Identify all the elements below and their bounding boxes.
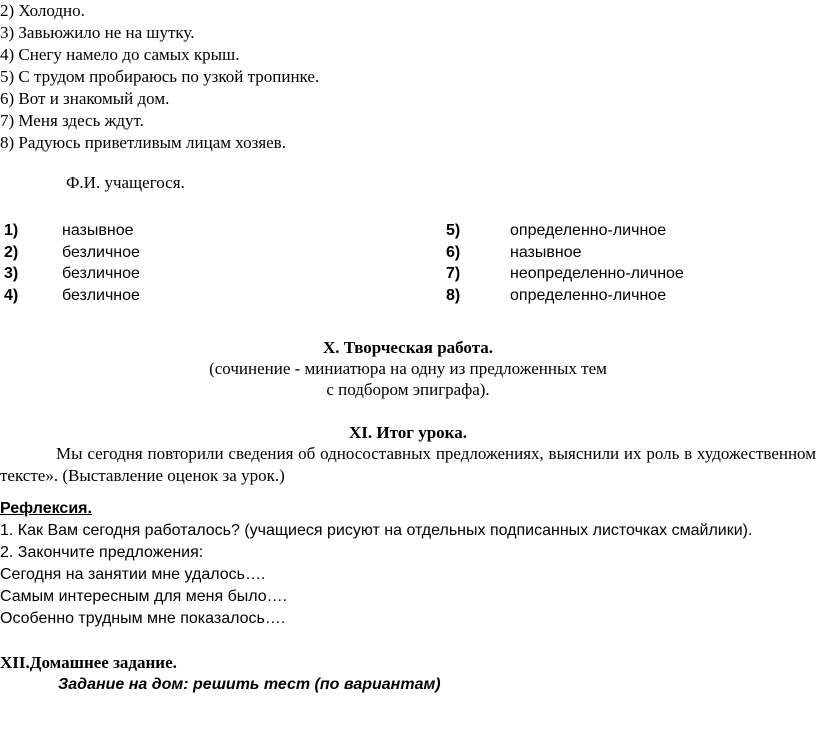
answer-number: 3): [4, 265, 19, 282]
answer-value: безличное: [62, 265, 140, 282]
section-x-title: X. Творческая работа.: [322, 338, 494, 357]
table-row: [0, 285, 810, 307]
reflection-item: 2. Закончите предложения:: [0, 544, 204, 561]
section-x-line: с подбором эпиграфа).: [326, 380, 490, 399]
student-name-label: Ф.И. учащегося.: [66, 173, 185, 192]
answer-number: 6): [446, 243, 461, 261]
answer-value: определенно-личное: [510, 222, 667, 239]
homework-task: Задание на дом: решить тест (по вариантам): [58, 676, 441, 693]
answer-number: 5): [446, 222, 461, 239]
answer-value: назывное: [62, 222, 134, 239]
homework-title: XII.Домашнее задание.: [0, 653, 177, 672]
sentence-item: 8) Радуюсь приветливым лицам хозяев.: [0, 133, 286, 152]
section-xi-title: XI. Итог урока.: [349, 423, 467, 442]
answer-number: 7): [446, 265, 461, 282]
answer-number: 4): [4, 286, 19, 304]
answer-number: 2): [4, 243, 19, 261]
answer-value: безличное: [62, 243, 140, 261]
section-xi-text: Мы сегодня повторили сведения об односоставных предложениях, выяснили их роль в художественном тексте». (Выставление оценок за урок.): [0, 444, 816, 485]
reflection-item: Сегодня на занятии мне удалось….: [0, 566, 266, 583]
sentence-item: 3) Завьюжило не на шутку.: [0, 23, 195, 42]
sentence-item: 7) Меня здесь ждут.: [0, 111, 144, 130]
reflection-title: Рефлексия.: [0, 500, 92, 517]
answer-value: безличное: [62, 286, 140, 304]
table-row: [0, 220, 810, 242]
sentence-item: 2) Холодно.: [0, 1, 85, 20]
answer-value: назывное: [510, 243, 582, 261]
answer-table: [0, 220, 810, 306]
section-x-line: (сочинение - миниатюра на одну из предложенных тем: [209, 359, 607, 378]
answer-value: определенно-личное: [510, 286, 667, 304]
sentence-item: 5) С трудом пробираюсь по узкой тропинке.: [0, 67, 320, 86]
table-row: [0, 242, 810, 264]
sentence-item: 4) Снегу намело до самых крыш.: [0, 45, 240, 64]
sentence-item: 6) Вот и знакомый дом.: [0, 89, 170, 108]
reflection-item: Особенно трудным мне показалось….: [0, 610, 286, 627]
reflection-item: Самым интересным для меня было….: [0, 588, 288, 605]
answer-number: 8): [446, 286, 461, 304]
answer-number: 1): [4, 222, 19, 239]
reflection-item: 1. Как Вам сегодня работалось? (учащиеся рисуют на отдельных подписанных листочках смайлики).: [0, 522, 753, 539]
table-row: [0, 263, 810, 285]
answer-value: неопределенно-личное: [510, 265, 684, 282]
